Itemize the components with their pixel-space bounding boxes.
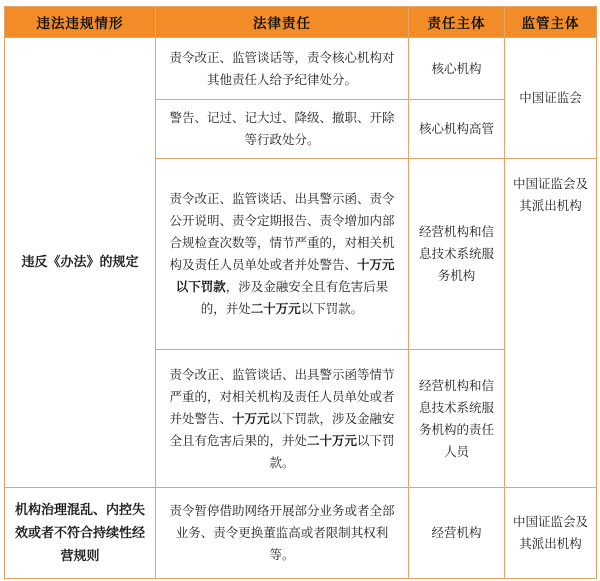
- header-legal-liability: 法律责任: [156, 7, 409, 38]
- liability-cell: [156, 350, 409, 488]
- subject-cell: 核心机构高管: [409, 100, 505, 158]
- subject-cell: 经营机构: [409, 488, 505, 579]
- subject-cell: 核心机构: [409, 38, 505, 100]
- liability-text: 责令改正、监管谈话、出具警示函、责令公开说明、责令定期报告、责令增加内部合规检查次数等，情节严重的，对相关机构及责任人员单处或者并处警告、: [169, 191, 395, 273]
- liability-text: 责令改正、监管谈话、出具警示函等情节严重的，对相关机构及责任人员单处或者并处警告、: [169, 366, 395, 426]
- header-responsible-subject: 责任主体: [409, 7, 505, 38]
- situation-cell: 机构治理混乱、内控失效或者不符合持续性经营规则: [5, 488, 156, 579]
- regulator-cell: 中国证监会: [505, 38, 597, 159]
- liability-cell: [156, 158, 409, 349]
- table-header-row: [5, 7, 597, 38]
- liability-text: 以下罚款。: [269, 432, 395, 470]
- table-row: [5, 488, 597, 579]
- subject-cell: 经营机构和信息技术系统服务机构: [409, 158, 505, 349]
- liability-cell: 责令改正、监管谈话等，责令核心机构对其他责任人给予纪律处分。: [156, 38, 409, 100]
- fine-amount: 二十万元: [250, 301, 301, 317]
- fine-amount: 二十万元: [306, 432, 357, 448]
- liability-cell: 责令暂停借助网络开展部分业务或者全部业务、责令更换董监高或者限制其权利等。: [156, 488, 409, 579]
- liability-text: ，涉及金融安全且有危害后果的，并处: [200, 279, 389, 317]
- liability-cell: 警告、记过、记大过、降级、撤职、开除等行政处分。: [156, 100, 409, 158]
- fine-amount: 十万元以下罚款: [175, 257, 395, 295]
- liability-text: 以下罚款，涉及金融安全且有危害后果的，并处: [169, 410, 395, 448]
- subject-cell: 经营机构和信息技术系统服务机构的责任人员: [409, 350, 505, 488]
- regulator-cell: 中国证监会及其派出机构: [505, 158, 597, 487]
- liability-text: 以下罚款。: [300, 301, 364, 317]
- header-regulator: 监管主体: [505, 7, 597, 38]
- table-row: [5, 38, 597, 100]
- header-violation-situation: 违法违规情形: [5, 7, 156, 38]
- fine-amount: 十万元: [231, 410, 270, 426]
- regulator-cell: 中国证监会及其派出机构: [505, 488, 597, 579]
- legal-liability-table: [4, 6, 597, 579]
- situation-cell: 违反《办法》的规定: [5, 38, 156, 488]
